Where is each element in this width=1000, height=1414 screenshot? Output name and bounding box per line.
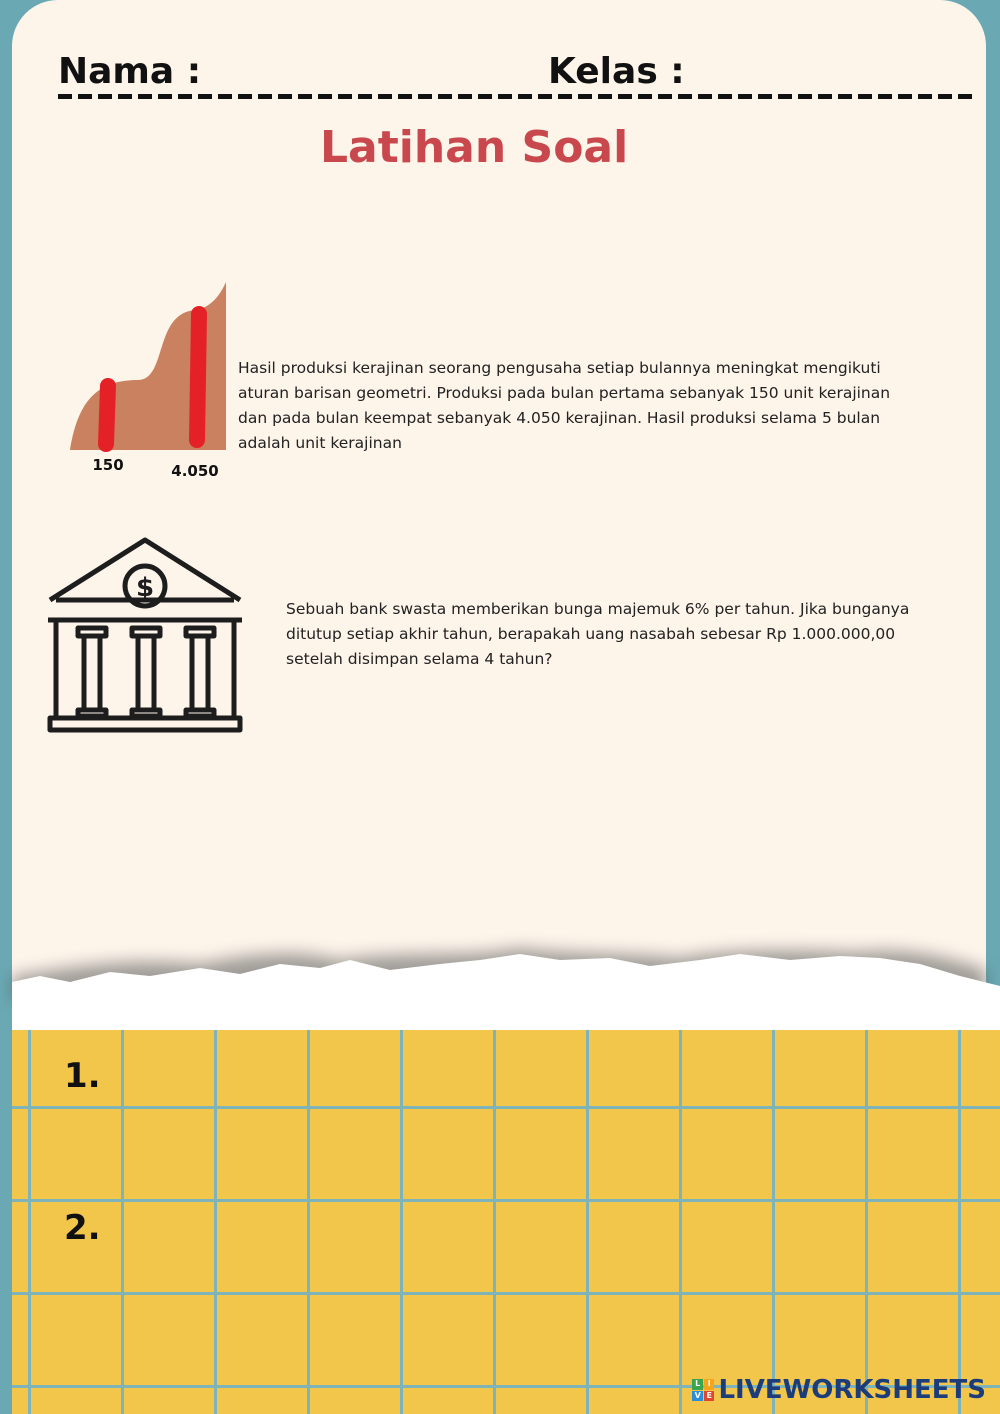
logo-letter-i: I <box>704 1379 715 1390</box>
growth-label-150: 150 <box>92 456 124 474</box>
answer-number-2: 2. <box>64 1208 101 1248</box>
answer-grid-area <box>12 990 1000 1414</box>
liveworksheets-logo-icon <box>692 1379 714 1401</box>
question-1-text: Hasil produksi kerajinan seorang pengusaha setiap bulannya meningkat mengikuti aturan barisan geometri. Produksi pada bulan pertama sebanyak 150 unit kerajinan dan pada bulan keempat sebanyak 4.050 kerajinan. Hasil produksi selama 5 bulan adalah unit kerajinan <box>238 359 891 452</box>
logo-letter-l: L <box>692 1379 703 1390</box>
torn-paper-edge <box>0 930 1000 1040</box>
logo-letter-e: E <box>704 1391 715 1402</box>
page-title: Latihan Soal <box>320 122 629 173</box>
growth-bar-4050 <box>197 314 199 440</box>
growth-bar-150 <box>106 386 108 444</box>
growth-label-4050: 4.050 <box>171 462 219 480</box>
kelas-label: Kelas : <box>548 51 685 92</box>
answer-number-1: 1. <box>64 1056 101 1096</box>
nama-label: Nama : <box>58 51 202 92</box>
student-info-header <box>58 48 970 98</box>
logo-letter-v: V <box>692 1391 703 1402</box>
dollar-symbol: $ <box>135 573 155 603</box>
question-2-text: Sebuah bank swasta memberikan bunga majemuk 6% per tahun. Jika bunganya ditutup setiap akhir tahun, berapakah uang nasabah sebesar Rp 1.000.000,00 setelah disimpan selama 4 tahun? <box>286 600 910 668</box>
bank-icon <box>44 536 246 736</box>
growth-chart-icon <box>58 280 228 480</box>
name-class-dashed-line <box>58 94 972 99</box>
liveworksheets-brand <box>692 1374 986 1406</box>
brand-name: LIVEWORKSHEETS <box>718 1375 986 1405</box>
